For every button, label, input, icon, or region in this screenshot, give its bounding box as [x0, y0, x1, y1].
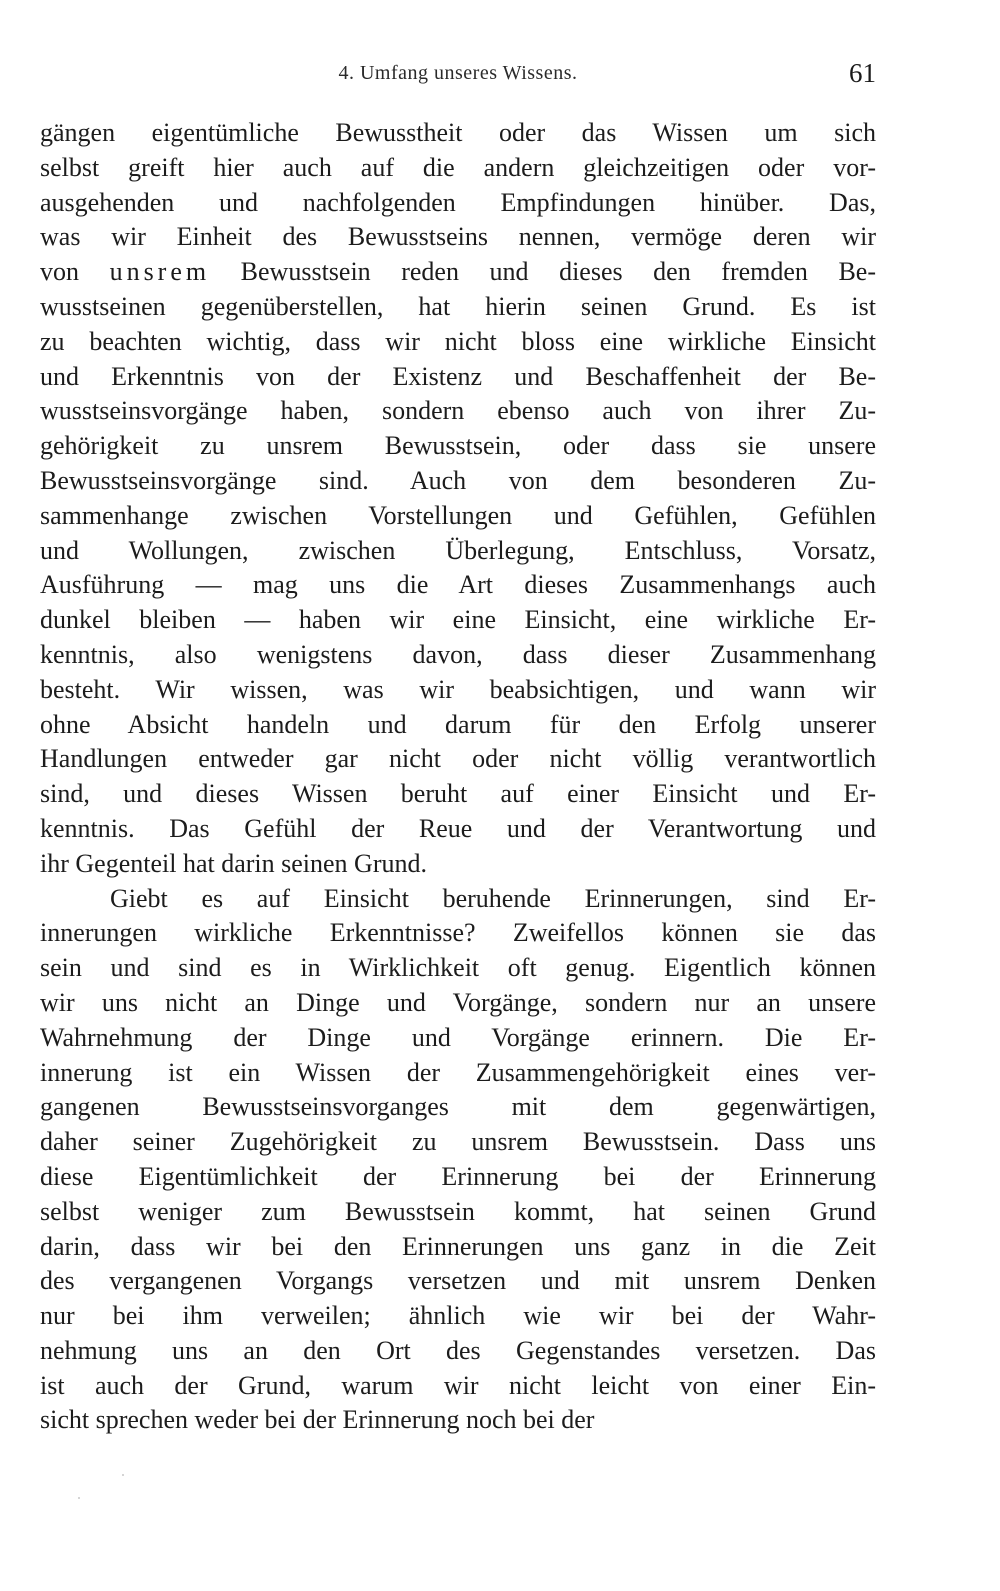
page-number: 61 [849, 58, 876, 88]
line-text: sind, und dieses Wissen beruht auf einer Einsicht und Er- [40, 779, 876, 809]
text-line [40, 360, 876, 395]
text-line [40, 638, 876, 673]
line-text: nehmung uns an den Ort des Gegenstandes versetzen. Das [40, 1335, 876, 1365]
line-text: Bewusstsein reden und dieses den fremden Be- [210, 257, 876, 287]
line-text: von [40, 257, 110, 287]
running-head [40, 58, 876, 94]
line-text: kenntnis. Das Gefühl der Reue und der Verantwortung und [40, 813, 876, 843]
line-text: zu beachten wichtig, dass wir nicht bloss eine wirkliche Einsicht [40, 326, 876, 356]
line-text: wir uns nicht an Dinge und Vorgänge, sondern nur an unsere [40, 987, 876, 1017]
line-text: und Erkenntnis von der Existenz und Beschaffenheit der Be- [40, 361, 876, 391]
text-line [40, 568, 876, 603]
text-line [40, 290, 876, 325]
text-line [40, 951, 876, 986]
line-text: und Wollungen, zwischen Überlegung, Entschluss, Vorsatz, [40, 535, 876, 565]
text-line [40, 1369, 876, 1404]
text-line [40, 1334, 876, 1369]
line-text: darin, dass wir bei den Erinnerungen uns ganz in die Zeit [40, 1231, 876, 1261]
text-line [40, 1299, 876, 1334]
line-text: ihr Gegenteil hat darin seinen Grund. [40, 848, 427, 878]
text-line [40, 916, 876, 951]
line-text: gängen eigentümliche Bewusstheit oder das Wissen um sich [40, 118, 876, 147]
line-text: innerung ist ein Wissen der Zusammengehörigkeit eines ver- [40, 1057, 876, 1087]
line-text: sicht sprechen weder bei der Erinnerung noch bei der [40, 1405, 595, 1435]
line-text: Handlungen entweder gar nicht oder nicht völlig verantwortlich [40, 744, 876, 774]
text-line [40, 603, 876, 638]
text-line [40, 255, 876, 290]
line-text: Giebt es auf Einsicht beruhende Erinnerungen, sind Er- [110, 883, 876, 913]
text-line [40, 1125, 876, 1160]
line-text: Wahrnehmung der Dinge und Vorgänge erinnern. Die Er- [40, 1022, 876, 1052]
text-line [40, 812, 876, 847]
scan-speck [122, 1474, 124, 1476]
text-line [40, 1021, 876, 1056]
chapter-title: 4. Umfang unseres Wissens. [338, 62, 578, 84]
line-text: des vergangenen Vorgangs versetzen und mit unsrem Denken [40, 1266, 876, 1296]
text-line [40, 220, 876, 255]
line-text: dunkel bleiben — haben wir eine Einsicht, eine wirkliche Er- [40, 605, 876, 635]
line-text: selbst weniger zum Bewusstsein kommt, hat seinen Grund [40, 1196, 876, 1226]
text-line [40, 464, 876, 499]
text-line [40, 394, 876, 429]
paragraph [40, 116, 876, 882]
line-text: ist auch der Grund, warum wir nicht leicht von einer Ein- [40, 1370, 876, 1400]
text-line [40, 151, 876, 186]
text-line [40, 1230, 876, 1265]
text-line [40, 742, 876, 777]
line-text: ohne Absicht handeln und darum für den Erfolg unserer [40, 709, 876, 739]
body-text [40, 116, 876, 1438]
line-text: was wir Einheit des Bewusstseins nennen, vermöge deren wir [40, 222, 876, 252]
line-text: Bewusstseinsvorgänge sind. Auch von dem besonderen Zu- [40, 465, 876, 495]
text-line [40, 325, 876, 360]
text-line [40, 116, 876, 151]
text-line [40, 1403, 876, 1438]
scan-speck [78, 1497, 80, 1499]
line-text: wusstseinsvorgänge haben, sondern ebenso auch von ihrer Zu- [40, 396, 876, 426]
text-line [40, 847, 876, 882]
text-line [40, 1090, 876, 1125]
line-text: ausgehenden und nachfolgenden Empfindungen hinüber. Das, [40, 187, 876, 217]
line-text: kenntnis, also wenigstens davon, dass dieser Zusammenhang [40, 639, 876, 669]
text-line [40, 777, 876, 812]
text-line [40, 534, 876, 569]
line-text: daher seiner Zugehörigkeit zu unsrem Bewusstsein. Dass uns [40, 1127, 876, 1157]
emphasized-word: unsrem [109, 257, 211, 287]
line-text: sein und sind es in Wirklichkeit oft genug. Eigentlich können [40, 953, 876, 983]
line-text: gangenen Bewusstseinsvorganges mit dem gegenwärtigen, [40, 1092, 876, 1122]
line-text: sammenhange zwischen Vorstellungen und Gefühlen, Gefühlen [40, 500, 876, 530]
line-text: nur bei ihm verweilen; ähnlich wie wir bei der Wahr- [40, 1301, 876, 1331]
text-line [40, 499, 876, 534]
text-line [40, 1195, 876, 1230]
text-line [40, 186, 876, 221]
text-line [40, 986, 876, 1021]
line-text: wusstseinen gegenüberstellen, hat hierin seinen Grund. Es ist [40, 291, 876, 321]
line-text: besteht. Wir wissen, was wir beabsichtigen, und wann wir [40, 674, 876, 704]
line-text: gehörigkeit zu unsrem Bewusstsein, oder dass sie unsere [40, 431, 876, 461]
line-text: selbst greift hier auch auf die andern gleichzeitigen oder vor- [40, 152, 876, 182]
line-text: diese Eigentümlichkeit der Erinnerung bei der Erinnerung [40, 1161, 876, 1191]
text-line [40, 1160, 876, 1195]
text-line [40, 882, 876, 917]
text-line [40, 708, 876, 743]
text-line [40, 1264, 876, 1299]
text-line [40, 1056, 876, 1091]
text-line [40, 429, 876, 464]
paragraph [40, 882, 876, 1439]
text-line [40, 673, 876, 708]
line-text: Ausführung — mag uns die Art dieses Zusammenhangs auch [40, 570, 876, 600]
line-text: innerungen wirkliche Erkenntnisse? Zweifellos können sie das [40, 918, 876, 948]
